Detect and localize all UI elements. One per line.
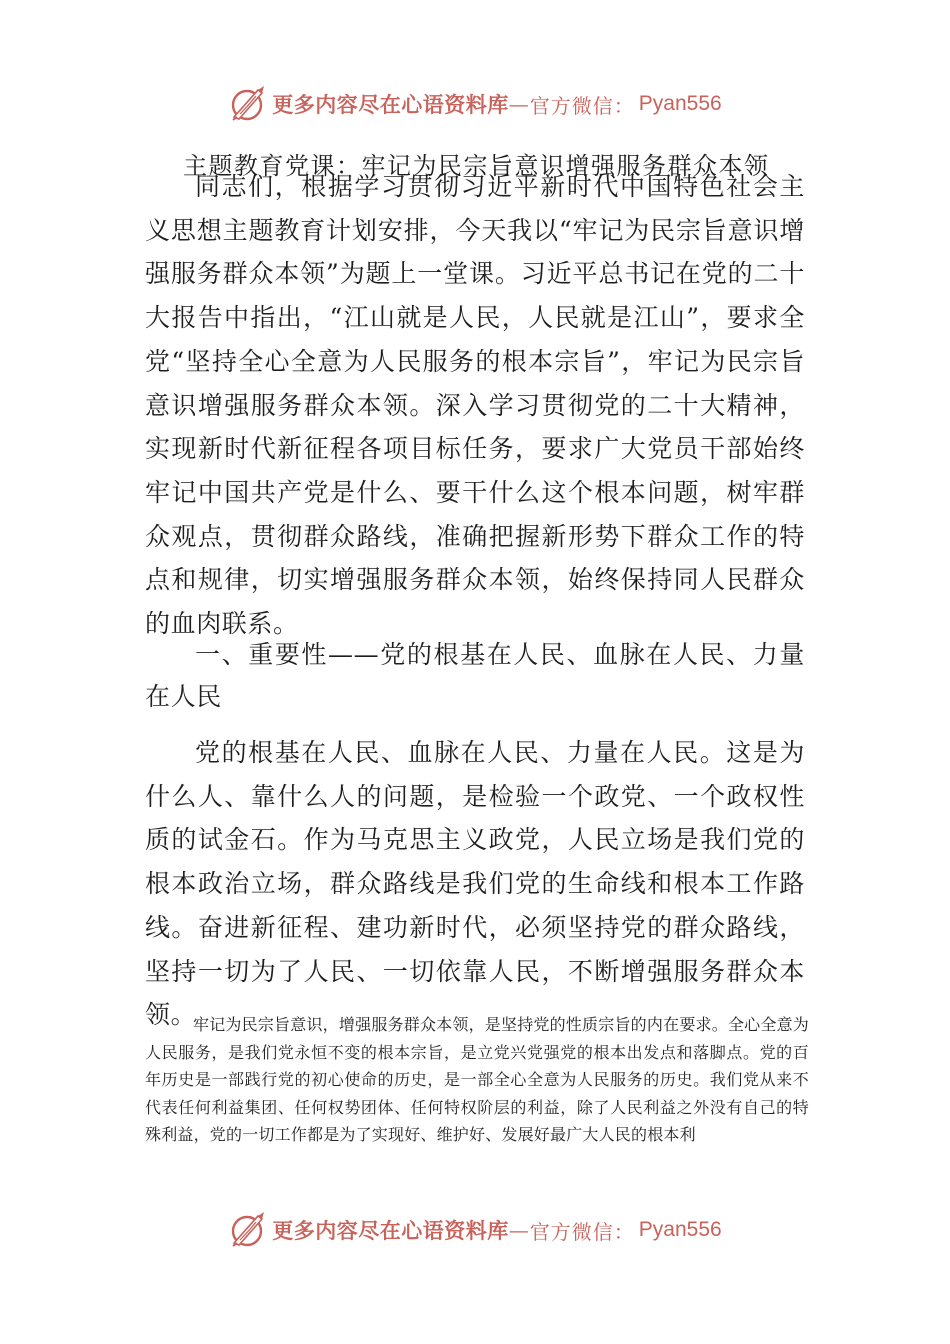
section-heading: 一、重要性——党的根基在人民、血脉在人民、力量在人民 <box>145 640 805 711</box>
document-title: 主题教育党课：牢记为民宗旨意识增强服务群众本领 <box>183 152 770 180</box>
small-text-paragraph: 牢记为民宗旨意识，增强服务群众本领，是坚持党的性质宗旨的内在要求。全心全意为人民服务，是我们党永恒不变的根本宗旨，是立党兴党强党的根本出发点和落脚点。党的百年历史是一部践行党的初心使命的历史，是一部全心全意为人民服务的历史。我们党从来不代表任何利益集团、任何权势团体、任何特权阶层的利益，除了人民利益之外没有自己的特殊利益，党的一切工作都是为了实现好、维护好、发展好最广大人民的根本利 <box>145 1015 809 1144</box>
quill-logo-icon <box>228 84 268 124</box>
watermark-banner-bottom <box>0 1208 950 1252</box>
watermark-wechat-id: Pyan556 <box>638 92 722 115</box>
watermark-text: 更多内容尽在心语资料库 <box>272 1218 509 1243</box>
watermark-official-label: 官方微信： <box>529 1219 635 1244</box>
intro-paragraph: 同志们，根据学习贯彻习近平新时代中国特色社会主义思想主题教育计划安排，今天我以“牢记为民宗旨意识增强服务群众本领”为题上一堂课。习近平总书记在党的二十大报告中指出，“江山就是人民，人民就是江山”，要求全党“坚持全心全意为人民服务的根本宗旨”，牢记为民宗旨意识增强服务群众本领。深入学习贯彻党的二十大精神，实现新时代新征程各项目标任务，要求广大党员干部始终牢记中国共产党是什么、要干什么这个根本问题，树牢群众观点，贯彻群众路线，准确把握新形势下群众工作的特点和规律，切实增强服务群众本领，始终保持同人民群众的血肉联系。 <box>145 172 805 639</box>
watermark-text: 更多内容尽在心语资料库 <box>272 92 509 117</box>
quill-logo-icon <box>228 1210 268 1250</box>
watermark-dash: — <box>508 92 530 116</box>
section-body-paragraph: 党的根基在人民、血脉在人民、力量在人民。这是为什么人、靠什么人的问题，是检验一个政党、一个政权性质的试金石。作为马克思主义政党，人民立场是我们党的根本政治立场，群众路线是我们党的生命线和根本工作路线。奋进新征程、建功新时代，必须坚持党的群众路线，坚持一切为了人民、一切依靠人民，不断增强服务群众本领。 <box>145 738 805 1030</box>
watermark-official-label: 官方微信： <box>529 93 635 118</box>
watermark-wechat-id: Pyan556 <box>638 1218 722 1241</box>
watermark-banner-top <box>0 82 950 126</box>
watermark-dash: — <box>508 1218 530 1242</box>
